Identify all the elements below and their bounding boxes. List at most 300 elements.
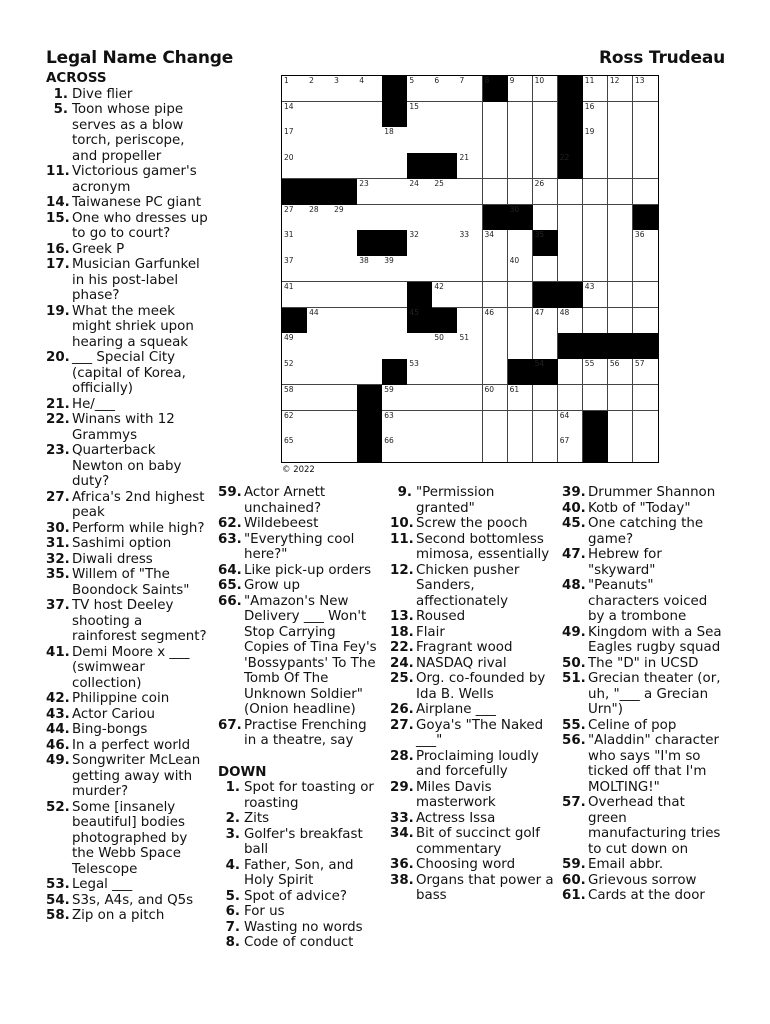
grid-cell[interactable] bbox=[307, 359, 333, 385]
grid-cell[interactable] bbox=[407, 256, 433, 282]
clue-item[interactable] bbox=[46, 691, 210, 707]
grid-cell[interactable] bbox=[608, 385, 634, 411]
clue-item[interactable] bbox=[46, 893, 210, 909]
grid-cell[interactable] bbox=[533, 411, 559, 437]
grid-cell[interactable] bbox=[432, 282, 458, 308]
grid-cell[interactable] bbox=[608, 76, 634, 102]
grid-cell[interactable] bbox=[558, 436, 584, 462]
grid-cell[interactable] bbox=[382, 205, 408, 231]
grid-cell[interactable] bbox=[357, 282, 383, 308]
cell-number: 44 bbox=[309, 307, 319, 317]
grid-cell[interactable] bbox=[483, 385, 509, 411]
grid-cell[interactable] bbox=[508, 76, 534, 102]
cell-number: 38 bbox=[359, 256, 369, 266]
clue-item[interactable] bbox=[390, 826, 554, 857]
clue-item[interactable] bbox=[390, 780, 554, 811]
grid-cell[interactable] bbox=[608, 179, 634, 205]
clue-item[interactable] bbox=[46, 567, 210, 598]
clue-item[interactable] bbox=[218, 780, 381, 811]
clue-item[interactable] bbox=[46, 443, 210, 490]
grid-cell[interactable] bbox=[282, 256, 308, 282]
grid-cell[interactable] bbox=[282, 436, 308, 462]
grid-cell[interactable] bbox=[432, 179, 458, 205]
clue-item[interactable] bbox=[562, 857, 726, 873]
grid-cell[interactable] bbox=[282, 282, 308, 308]
grid-cell[interactable] bbox=[633, 127, 659, 153]
grid-cell[interactable] bbox=[357, 179, 383, 205]
clue-item[interactable] bbox=[46, 102, 210, 164]
grid-cell[interactable] bbox=[382, 385, 408, 411]
grid-cell[interactable] bbox=[357, 127, 383, 153]
clue-item[interactable] bbox=[218, 718, 381, 749]
grid-cell[interactable] bbox=[332, 102, 358, 128]
grid-cell[interactable] bbox=[407, 385, 433, 411]
clue-item[interactable] bbox=[562, 795, 726, 857]
grid-cell[interactable] bbox=[307, 102, 333, 128]
clue-item[interactable] bbox=[46, 211, 210, 242]
clue-item[interactable] bbox=[46, 738, 210, 754]
grid-cell[interactable] bbox=[457, 282, 483, 308]
grid-cell[interactable] bbox=[608, 411, 634, 437]
grid-cell[interactable] bbox=[558, 359, 584, 385]
grid-cell[interactable] bbox=[307, 153, 333, 179]
clue-item[interactable] bbox=[390, 811, 554, 827]
grid-cell[interactable] bbox=[483, 282, 509, 308]
clue-text: Spot for toasting or roasting bbox=[244, 780, 374, 811]
grid-cell[interactable] bbox=[583, 76, 609, 102]
grid-cell[interactable] bbox=[457, 308, 483, 334]
grid-cell[interactable] bbox=[432, 359, 458, 385]
grid-cell[interactable] bbox=[633, 411, 659, 437]
clue-item[interactable] bbox=[46, 722, 210, 738]
clue-number: 45. bbox=[562, 516, 586, 531]
clue-number: 59. bbox=[562, 857, 586, 872]
grid-cell[interactable] bbox=[307, 308, 333, 334]
clue-text: Cards at the door bbox=[588, 888, 705, 903]
grid-cell[interactable] bbox=[457, 411, 483, 437]
grid-cell[interactable] bbox=[608, 127, 634, 153]
clue-item[interactable] bbox=[390, 485, 554, 516]
grid-cell[interactable] bbox=[608, 436, 634, 462]
grid-cell[interactable] bbox=[583, 256, 609, 282]
grid-block bbox=[483, 205, 509, 231]
clue-number: 22. bbox=[390, 640, 414, 655]
clue-item[interactable] bbox=[390, 656, 554, 672]
grid-cell[interactable] bbox=[558, 411, 584, 437]
clue-number: 14. bbox=[46, 195, 70, 210]
clue-number: 37. bbox=[46, 598, 70, 613]
grid-cell[interactable] bbox=[357, 308, 383, 334]
grid-cell[interactable] bbox=[332, 127, 358, 153]
grid-cell[interactable] bbox=[483, 436, 509, 462]
clue-item[interactable] bbox=[46, 412, 210, 443]
grid-cell[interactable] bbox=[332, 359, 358, 385]
clue-item[interactable] bbox=[218, 594, 381, 718]
grid-cell[interactable] bbox=[282, 359, 308, 385]
grid-cell[interactable] bbox=[282, 205, 308, 231]
grid-cell[interactable] bbox=[633, 153, 659, 179]
clue-item[interactable] bbox=[390, 563, 554, 610]
clue-item[interactable] bbox=[46, 87, 210, 103]
clue-item[interactable] bbox=[218, 516, 381, 532]
grid-cell[interactable] bbox=[533, 308, 559, 334]
clue-item[interactable] bbox=[218, 920, 381, 936]
clue-item[interactable] bbox=[390, 532, 554, 563]
crossword-grid[interactable] bbox=[281, 75, 659, 463]
grid-cell[interactable] bbox=[282, 411, 308, 437]
grid-cell[interactable] bbox=[407, 179, 433, 205]
grid-cell[interactable] bbox=[357, 359, 383, 385]
clue-text: Toon whose pipe serves as a blow torch, periscope, and propeller bbox=[72, 102, 185, 164]
grid-cell[interactable] bbox=[282, 153, 308, 179]
grid-cell[interactable] bbox=[583, 153, 609, 179]
grid-cell[interactable] bbox=[508, 333, 534, 359]
grid-cell[interactable] bbox=[332, 153, 358, 179]
grid-cell[interactable] bbox=[508, 256, 534, 282]
clue-text: Grievous sorrow bbox=[588, 872, 697, 888]
grid-cell[interactable] bbox=[307, 436, 333, 462]
grid-block bbox=[633, 205, 659, 231]
grid-cell[interactable] bbox=[457, 230, 483, 256]
grid-cell[interactable] bbox=[407, 205, 433, 231]
grid-cell[interactable] bbox=[483, 102, 509, 128]
grid-cell[interactable] bbox=[457, 385, 483, 411]
clue-item[interactable] bbox=[562, 873, 726, 889]
grid-cell[interactable] bbox=[608, 230, 634, 256]
grid-cell[interactable] bbox=[483, 256, 509, 282]
grid-cell[interactable] bbox=[633, 308, 659, 334]
grid-cell[interactable] bbox=[382, 153, 408, 179]
clue-item[interactable] bbox=[46, 304, 210, 351]
grid-cell[interactable] bbox=[457, 436, 483, 462]
grid-cell[interactable] bbox=[407, 333, 433, 359]
clue-item[interactable] bbox=[46, 598, 210, 645]
grid-cell[interactable] bbox=[432, 436, 458, 462]
grid-cell[interactable] bbox=[457, 359, 483, 385]
clue-item[interactable] bbox=[218, 827, 381, 858]
grid-cell[interactable] bbox=[483, 153, 509, 179]
grid-cell[interactable] bbox=[483, 179, 509, 205]
grid-cell[interactable] bbox=[583, 205, 609, 231]
clue-number: 1. bbox=[53, 86, 68, 102]
grid-cell[interactable] bbox=[508, 153, 534, 179]
clue-item[interactable] bbox=[218, 532, 381, 563]
clue-item[interactable] bbox=[46, 397, 210, 413]
grid-cell[interactable] bbox=[508, 230, 534, 256]
clue-text: Zip on a pitch bbox=[72, 908, 165, 923]
grid-cell[interactable] bbox=[533, 385, 559, 411]
clue-text: One catching the game? bbox=[588, 516, 704, 547]
grid-cell[interactable] bbox=[633, 230, 659, 256]
grid-cell[interactable] bbox=[533, 436, 559, 462]
clue-item[interactable] bbox=[390, 718, 554, 749]
cell-number: 8 bbox=[484, 76, 490, 85]
clue-text: One who dresses up to go to court? bbox=[72, 210, 208, 241]
grid-cell[interactable] bbox=[332, 333, 358, 359]
clue-item[interactable] bbox=[562, 625, 726, 656]
clue-number: 26. bbox=[390, 702, 414, 717]
grid-cell[interactable] bbox=[407, 436, 433, 462]
grid-cell[interactable] bbox=[583, 127, 609, 153]
grid-cell[interactable] bbox=[382, 411, 408, 437]
grid-cell[interactable] bbox=[382, 308, 408, 334]
clue-item[interactable] bbox=[46, 645, 210, 692]
grid-cell[interactable] bbox=[382, 333, 408, 359]
grid-cell[interactable] bbox=[282, 127, 308, 153]
clue-item[interactable] bbox=[218, 485, 381, 516]
grid-block bbox=[432, 308, 458, 334]
clue-number: 56. bbox=[562, 733, 586, 748]
grid-cell[interactable] bbox=[583, 282, 609, 308]
grid-cell[interactable] bbox=[558, 256, 584, 282]
grid-cell[interactable] bbox=[432, 411, 458, 437]
grid-cell[interactable] bbox=[282, 385, 308, 411]
grid-cell[interactable] bbox=[307, 411, 333, 437]
clue-item[interactable] bbox=[390, 671, 554, 702]
clue-text: Africa's 2nd highest peak bbox=[72, 489, 205, 520]
clue-item[interactable] bbox=[46, 753, 210, 800]
clue-item[interactable] bbox=[390, 857, 554, 873]
grid-cell[interactable] bbox=[407, 411, 433, 437]
grid-cell[interactable] bbox=[558, 385, 584, 411]
clue-item[interactable] bbox=[218, 563, 381, 579]
clue-item[interactable] bbox=[46, 877, 210, 893]
grid-cell[interactable] bbox=[332, 308, 358, 334]
clue-item[interactable] bbox=[562, 733, 726, 795]
clue-number: 12. bbox=[390, 562, 414, 578]
grid-cell[interactable] bbox=[457, 256, 483, 282]
grid-cell[interactable] bbox=[382, 127, 408, 153]
grid-cell[interactable] bbox=[332, 76, 358, 102]
clue-item[interactable] bbox=[46, 490, 210, 521]
clue-item[interactable] bbox=[46, 707, 210, 723]
grid-cell[interactable] bbox=[282, 102, 308, 128]
clue-item[interactable] bbox=[46, 552, 210, 568]
grid-cell[interactable] bbox=[508, 127, 534, 153]
grid-block bbox=[432, 153, 458, 179]
clue-item[interactable] bbox=[218, 935, 381, 951]
grid-cell[interactable] bbox=[382, 179, 408, 205]
grid-cell[interactable] bbox=[533, 153, 559, 179]
grid-cell[interactable] bbox=[357, 76, 383, 102]
grid-cell[interactable] bbox=[457, 153, 483, 179]
grid-cell[interactable] bbox=[508, 282, 534, 308]
clue-item[interactable] bbox=[46, 350, 210, 397]
grid-cell[interactable] bbox=[533, 205, 559, 231]
clue-item[interactable] bbox=[218, 578, 381, 594]
clue-item[interactable] bbox=[46, 242, 210, 258]
cell-number: 52 bbox=[284, 359, 294, 369]
grid-cell[interactable] bbox=[508, 102, 534, 128]
grid-cell[interactable] bbox=[558, 230, 584, 256]
grid-cell[interactable] bbox=[633, 385, 659, 411]
clue-item[interactable] bbox=[218, 858, 381, 889]
grid-cell[interactable] bbox=[382, 436, 408, 462]
grid-cell[interactable] bbox=[508, 385, 534, 411]
clue-item[interactable] bbox=[562, 656, 726, 672]
grid-cell[interactable] bbox=[558, 179, 584, 205]
clue-item[interactable] bbox=[46, 800, 210, 878]
cell-number: 11 bbox=[584, 76, 595, 85]
grid-cell[interactable] bbox=[533, 256, 559, 282]
grid-cell[interactable] bbox=[583, 230, 609, 256]
grid-cell[interactable] bbox=[608, 256, 634, 282]
grid-cell[interactable] bbox=[483, 333, 509, 359]
grid-cell[interactable] bbox=[432, 76, 458, 102]
grid-cell[interactable] bbox=[382, 256, 408, 282]
clue-item[interactable] bbox=[562, 485, 726, 501]
clue-item[interactable] bbox=[218, 889, 381, 905]
grid-cell[interactable] bbox=[282, 230, 308, 256]
grid-cell[interactable] bbox=[332, 282, 358, 308]
grid-cell[interactable] bbox=[457, 127, 483, 153]
grid-cell[interactable] bbox=[332, 230, 358, 256]
grid-cell[interactable] bbox=[432, 102, 458, 128]
grid-cell[interactable] bbox=[332, 385, 358, 411]
clue-item[interactable] bbox=[562, 718, 726, 734]
grid-cell[interactable] bbox=[307, 230, 333, 256]
clue-item[interactable] bbox=[218, 811, 381, 827]
cell-number: 18 bbox=[384, 127, 394, 137]
grid-cell[interactable] bbox=[633, 102, 659, 128]
grid-cell[interactable] bbox=[307, 76, 333, 102]
grid-cell[interactable] bbox=[407, 127, 433, 153]
clue-item[interactable] bbox=[562, 888, 726, 904]
grid-cell[interactable] bbox=[533, 179, 559, 205]
clue-item[interactable] bbox=[390, 640, 554, 656]
clue-item[interactable] bbox=[562, 671, 726, 718]
grid-cell[interactable] bbox=[483, 308, 509, 334]
grid-cell[interactable] bbox=[407, 76, 433, 102]
cell-number: 20 bbox=[284, 153, 294, 163]
grid-cell[interactable] bbox=[432, 230, 458, 256]
grid-cell[interactable] bbox=[533, 333, 559, 359]
clue-text: Wildebeest bbox=[244, 516, 319, 531]
grid-cell[interactable] bbox=[583, 385, 609, 411]
grid-cell[interactable] bbox=[533, 76, 559, 102]
grid-cell[interactable] bbox=[558, 205, 584, 231]
grid-cell[interactable] bbox=[307, 205, 333, 231]
grid-cell[interactable] bbox=[608, 205, 634, 231]
grid-cell[interactable] bbox=[307, 127, 333, 153]
grid-cell[interactable] bbox=[608, 102, 634, 128]
grid-cell[interactable] bbox=[357, 333, 383, 359]
grid-cell[interactable] bbox=[457, 102, 483, 128]
clue-item[interactable] bbox=[390, 609, 554, 625]
grid-cell[interactable] bbox=[457, 205, 483, 231]
cell-number: 66 bbox=[384, 436, 394, 446]
grid-cell[interactable] bbox=[583, 179, 609, 205]
clue-item[interactable] bbox=[562, 516, 726, 547]
grid-cell[interactable] bbox=[407, 102, 433, 128]
grid-cell[interactable] bbox=[633, 76, 659, 102]
grid-cell[interactable] bbox=[483, 230, 509, 256]
grid-cell[interactable] bbox=[332, 256, 358, 282]
clue-item[interactable] bbox=[218, 904, 381, 920]
grid-cell[interactable] bbox=[633, 436, 659, 462]
grid-cell[interactable] bbox=[533, 102, 559, 128]
cell-number: 48 bbox=[559, 307, 570, 317]
grid-cell[interactable] bbox=[633, 282, 659, 308]
grid-cell[interactable] bbox=[583, 359, 609, 385]
clue-item[interactable] bbox=[390, 873, 554, 904]
grid-cell[interactable] bbox=[407, 359, 433, 385]
grid-cell[interactable] bbox=[357, 102, 383, 128]
clue-number: 1. bbox=[225, 780, 240, 795]
grid-cell[interactable] bbox=[583, 102, 609, 128]
grid-cell[interactable] bbox=[483, 127, 509, 153]
grid-cell[interactable] bbox=[332, 411, 358, 437]
clue-item[interactable] bbox=[562, 547, 726, 578]
grid-cell[interactable] bbox=[483, 411, 509, 437]
grid-cell[interactable] bbox=[307, 256, 333, 282]
grid-cell[interactable] bbox=[432, 385, 458, 411]
grid-cell[interactable] bbox=[508, 308, 534, 334]
grid-block bbox=[608, 333, 634, 359]
grid-cell[interactable] bbox=[558, 308, 584, 334]
grid-cell[interactable] bbox=[332, 205, 358, 231]
grid-cell[interactable] bbox=[457, 179, 483, 205]
clue-item[interactable] bbox=[390, 702, 554, 718]
cell-number: 56 bbox=[609, 359, 620, 369]
grid-cell[interactable] bbox=[282, 333, 308, 359]
grid-block bbox=[583, 436, 609, 462]
grid-cell[interactable] bbox=[508, 411, 534, 437]
grid-cell[interactable] bbox=[608, 359, 634, 385]
clue-item[interactable] bbox=[390, 749, 554, 780]
grid-cell[interactable] bbox=[407, 230, 433, 256]
clue-item[interactable] bbox=[46, 164, 210, 195]
clue-item[interactable] bbox=[562, 578, 726, 625]
grid-cell[interactable] bbox=[432, 127, 458, 153]
grid-cell[interactable] bbox=[357, 205, 383, 231]
grid-cell[interactable] bbox=[608, 308, 634, 334]
grid-cell[interactable] bbox=[382, 282, 408, 308]
clue-item[interactable] bbox=[46, 536, 210, 552]
grid-cell[interactable] bbox=[307, 385, 333, 411]
clue-item[interactable] bbox=[390, 625, 554, 641]
clue-item[interactable] bbox=[46, 521, 210, 537]
grid-cell[interactable] bbox=[457, 333, 483, 359]
grid-cell[interactable] bbox=[508, 179, 534, 205]
clue-item[interactable] bbox=[46, 195, 210, 211]
grid-cell[interactable] bbox=[357, 256, 383, 282]
grid-cell[interactable] bbox=[332, 436, 358, 462]
grid-cell[interactable] bbox=[307, 282, 333, 308]
grid-block bbox=[533, 282, 559, 308]
grid-cell[interactable] bbox=[432, 333, 458, 359]
clue-item[interactable] bbox=[562, 501, 726, 517]
grid-cell[interactable] bbox=[583, 308, 609, 334]
clue-item[interactable] bbox=[46, 257, 210, 304]
grid-cell[interactable] bbox=[533, 127, 559, 153]
clue-item[interactable] bbox=[390, 516, 554, 532]
grid-cell[interactable] bbox=[282, 76, 308, 102]
grid-cell[interactable] bbox=[307, 333, 333, 359]
grid-cell[interactable] bbox=[633, 359, 659, 385]
grid-cell[interactable] bbox=[608, 282, 634, 308]
grid-cell[interactable] bbox=[633, 179, 659, 205]
grid-cell[interactable] bbox=[633, 256, 659, 282]
grid-cell[interactable] bbox=[483, 359, 509, 385]
grid-cell[interactable] bbox=[432, 256, 458, 282]
grid-cell[interactable] bbox=[508, 436, 534, 462]
clue-item[interactable] bbox=[46, 908, 210, 924]
grid-cell[interactable] bbox=[357, 153, 383, 179]
grid-cell[interactable] bbox=[457, 76, 483, 102]
grid-cell[interactable] bbox=[608, 153, 634, 179]
grid-cell[interactable] bbox=[432, 205, 458, 231]
